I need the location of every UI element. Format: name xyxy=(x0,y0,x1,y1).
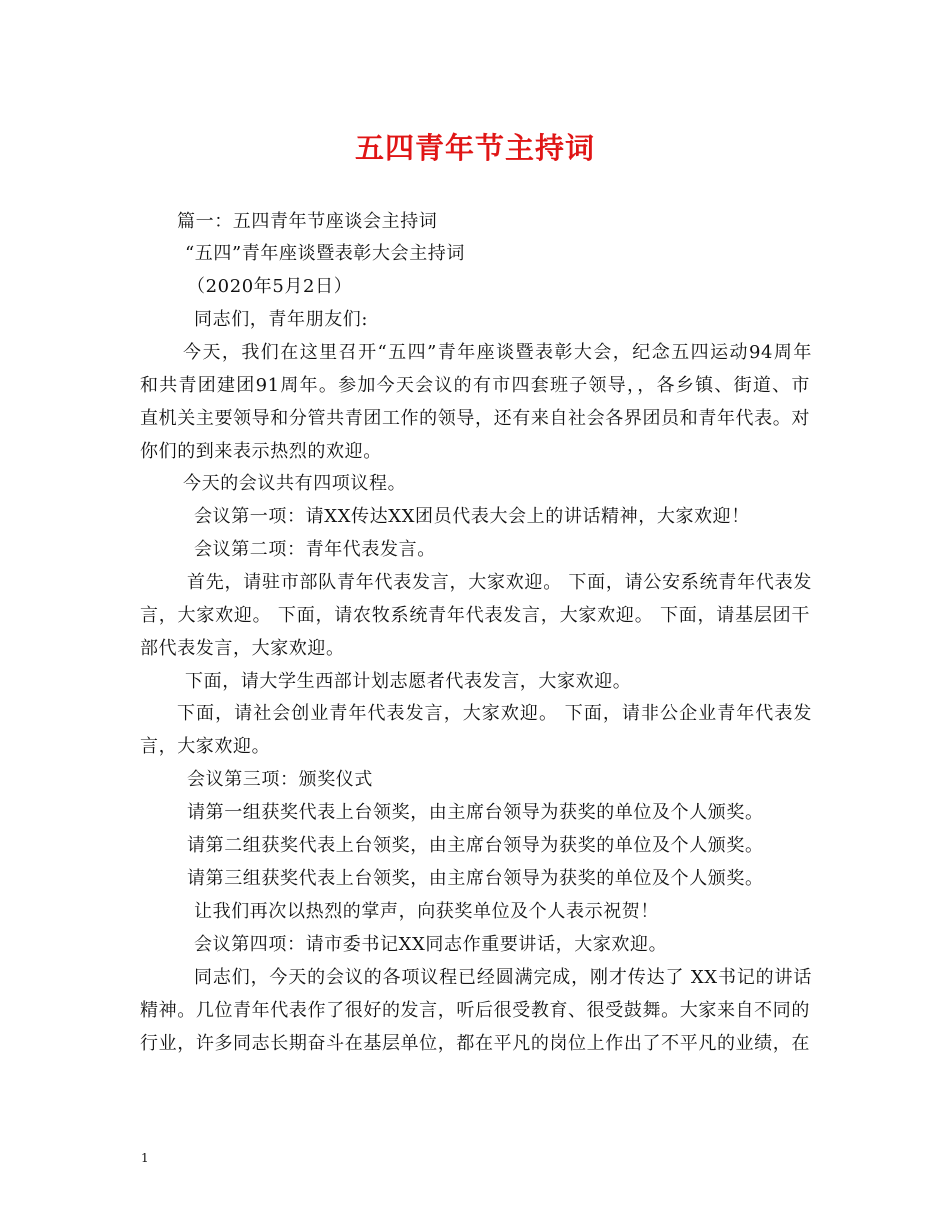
text-line: 精神。几位青年代表作了很好的发言，听后很受教育、很受鼓舞。大家来自不同的 xyxy=(140,1000,810,1021)
text-line: 会议第三项：颁奖仪式 xyxy=(187,769,373,790)
text-line: 让我们再次以热烈的掌声，向获奖单位及个人表示祝贺！ xyxy=(194,901,659,922)
text-line: 今天的会议共有四项议程。 xyxy=(183,473,407,494)
text-line: 首先，请驻市部队青年代表发言，大家欢迎。 下面，请公安系统青年代表发 xyxy=(187,572,812,593)
text-line: 部代表发言，大家欢迎。 xyxy=(140,638,345,659)
text-line: 行业，许多同志长期奋斗在基层单位，都在平凡的岗位上作出了不平凡的业绩，在 xyxy=(140,1033,810,1054)
page-number: 1 xyxy=(141,1151,149,1165)
text-line: 同志们，青年朋友们: xyxy=(194,309,369,330)
text-line: 请第一组获奖代表上台领奖，由主席台领导为获奖的单位及个人颁奖。 xyxy=(187,802,764,823)
text-line: 今天，我们在这里召开“五四”青年座谈暨表彰大会，纪念五四运动94周年 xyxy=(183,342,812,363)
text-line: 会议第一项：请XX传达XX团员代表大会上的讲话精神，大家欢迎！ xyxy=(194,506,750,527)
text-line: 直机关主要领导和分管共青团工作的领导，还有来自社会各界团员和青年代表。对 xyxy=(140,408,810,429)
text-line: 言，大家欢迎。 xyxy=(140,736,271,757)
text-line: 同志们，今天的会议的各项议程已经圆满完成，刚才传达了 XX书记的讲话 xyxy=(194,967,812,988)
text-line: 你们的到来表示热烈的欢迎。 xyxy=(140,441,382,462)
text-line: 篇一：五四青年节座谈会主持词 xyxy=(177,211,438,232)
text-line: 会议第四项：请市委书记XX同志作重要讲话，大家欢迎。 xyxy=(194,934,668,955)
text-line: 言，大家欢迎。 下面，请农牧系统青年代表发言，大家欢迎。 下面，请基层团干 xyxy=(140,605,810,626)
text-line: 下面，请大学生西部计划志愿者代表发言，大家欢迎。 xyxy=(185,671,632,692)
text-line: （2020年5月2日） xyxy=(187,276,353,297)
text-line: “五四”青年座谈暨表彰大会主持词 xyxy=(185,243,466,264)
text-line: 下面，请社会创业青年代表发言，大家欢迎。 下面，请非公企业青年代表发 xyxy=(177,703,812,724)
document-title: 五四青年节主持词 xyxy=(354,131,595,165)
text-line: 请第三组获奖代表上台领奖，由主席台领导为获奖的单位及个人颁奖。 xyxy=(187,868,764,889)
text-line: 请第二组获奖代表上台领奖，由主席台领导为获奖的单位及个人颁奖。 xyxy=(187,835,764,856)
text-line: 会议第二项：青年代表发言。 xyxy=(194,539,436,560)
text-line: 和共青团建团91周年。参加今天会议的有市四套班子领导，，各乡镇、街道、市 xyxy=(140,375,810,396)
